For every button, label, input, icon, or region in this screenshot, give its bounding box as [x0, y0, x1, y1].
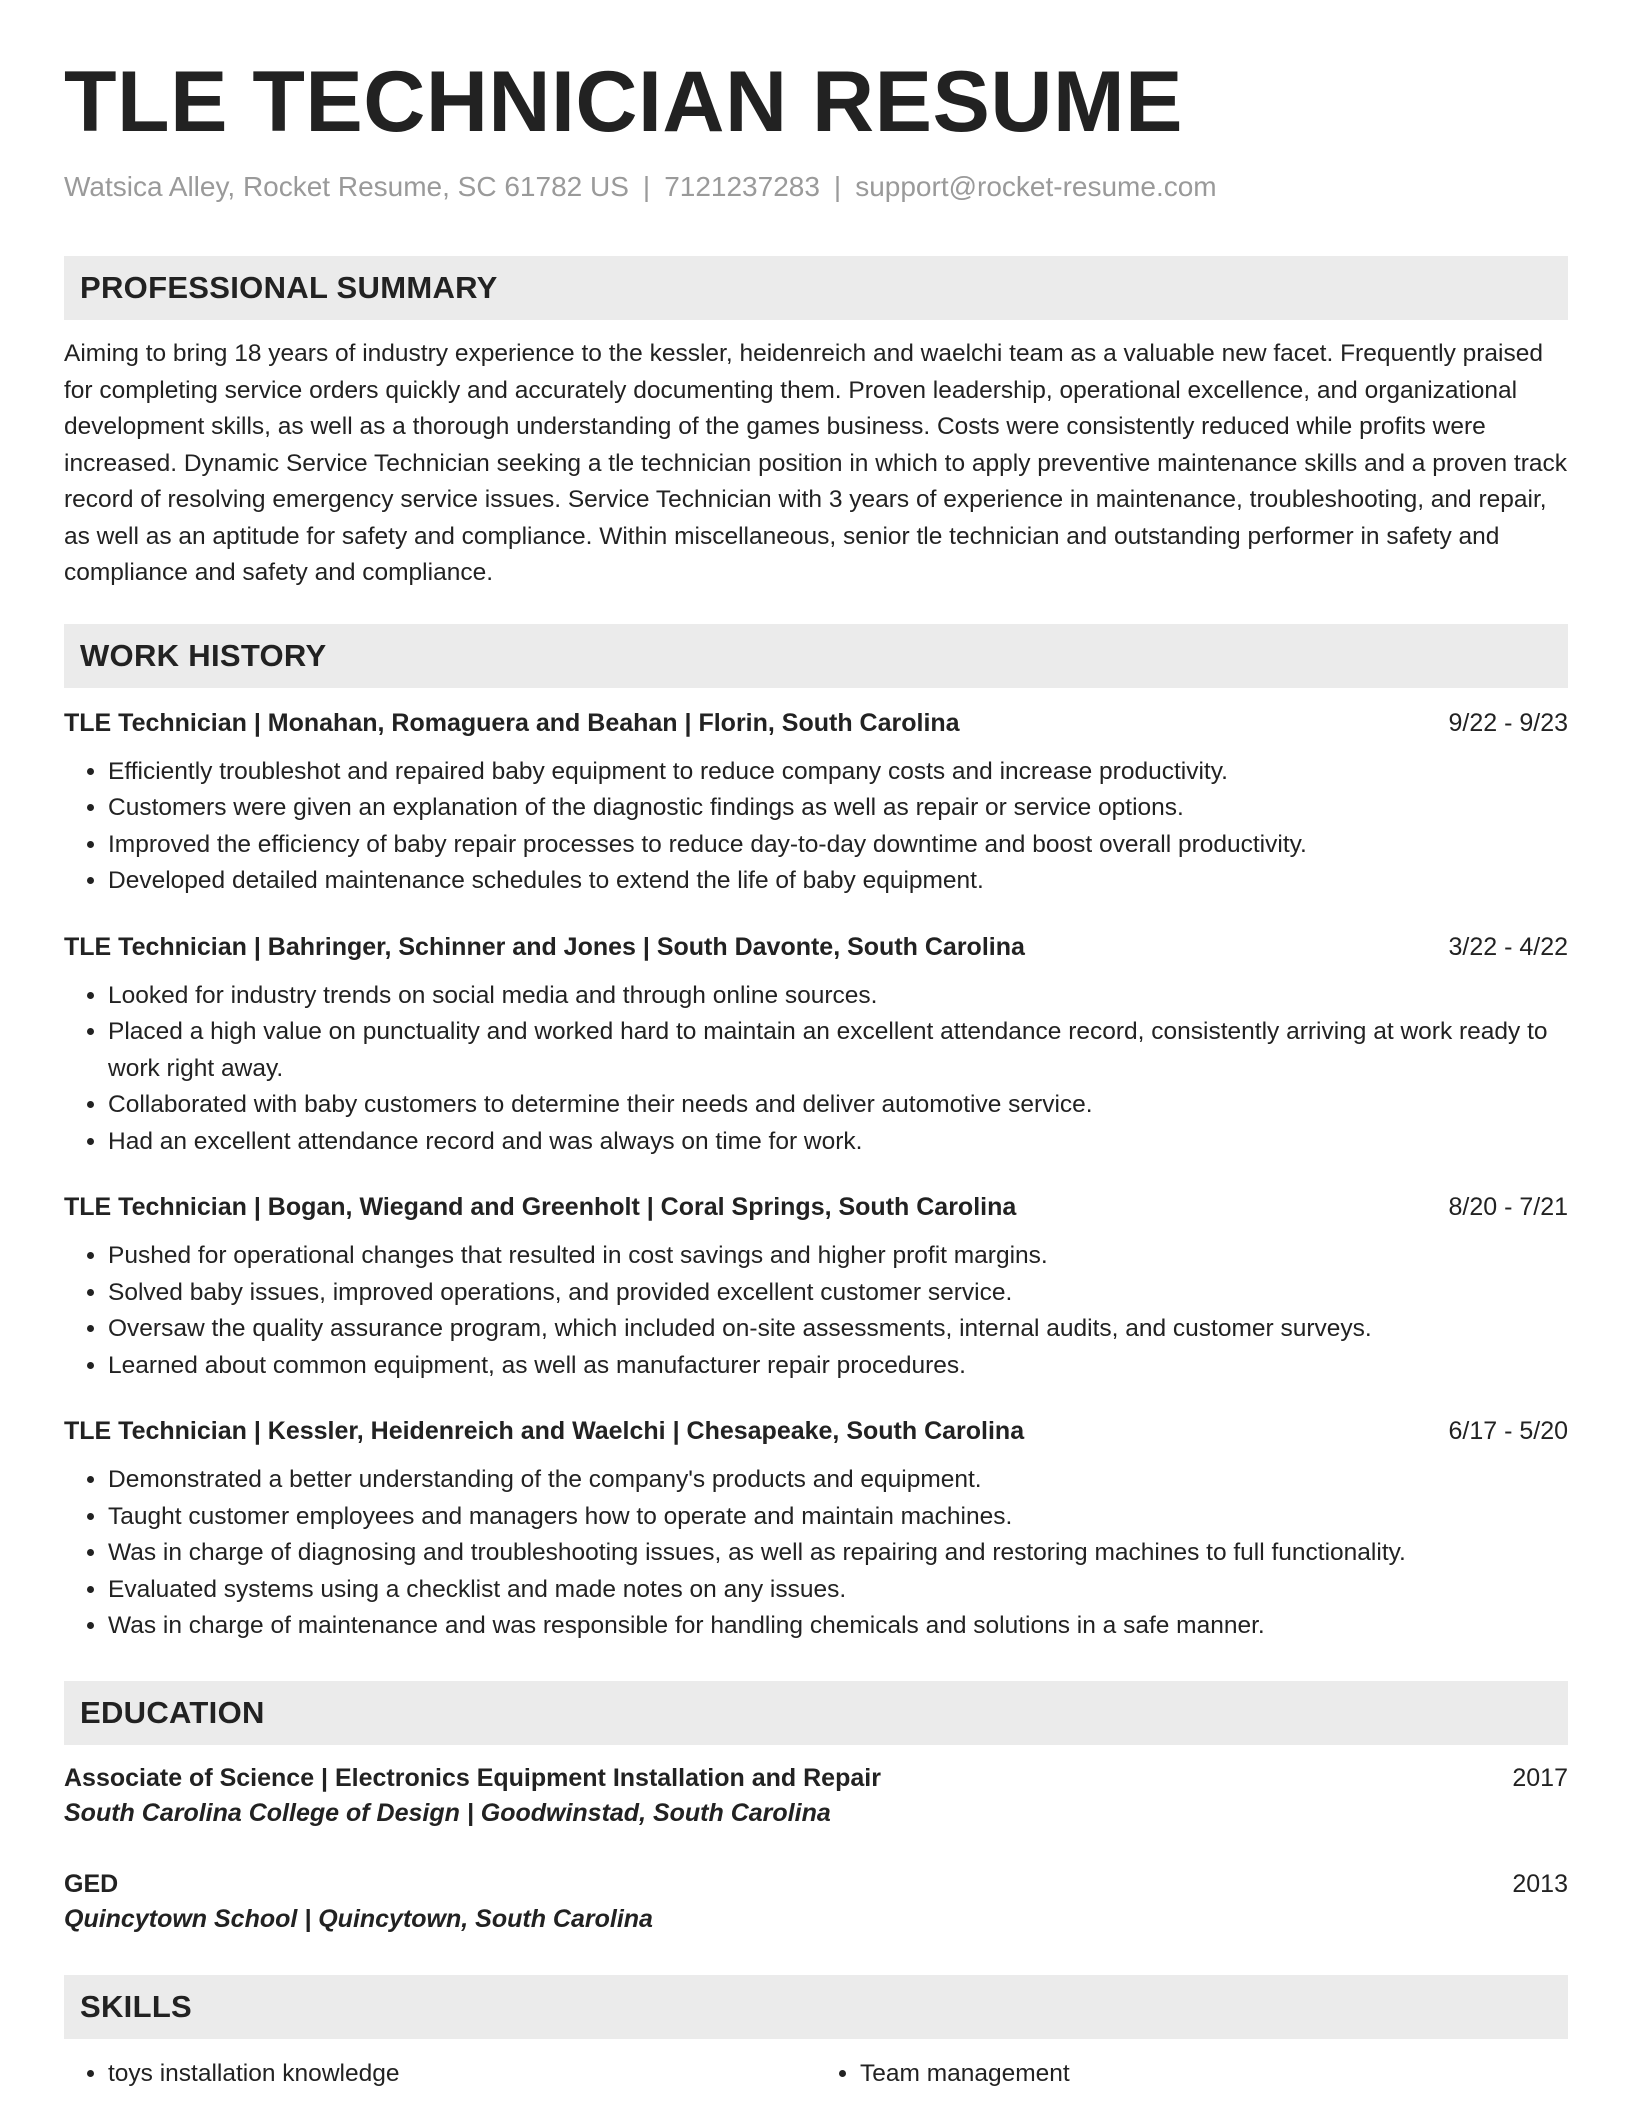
job-entry: [64, 930, 1568, 1161]
job-title: TLE Technician | Bogan, Wiegand and Greenholt | Coral Springs, South Carolina: [64, 1193, 1017, 1221]
job-bullet: • Had an excellent attendance record and was always on time for work.: [108, 1124, 1568, 1161]
job-title: TLE Technician | Bahringer, Schinner and Jones | South Davonte, South Carolina: [64, 932, 1025, 961]
job-bullet: • Solved baby issues, improved operations, and provided excellent customer service.: [108, 1275, 1568, 1312]
skill-item: • Team management: [860, 2057, 1568, 2091]
contact-separator: |: [833, 171, 842, 202]
contact-separator: |: [642, 171, 651, 202]
section-heading-skills: SKILLS: [64, 1975, 1568, 2039]
contact-phone: 7121237283: [664, 171, 820, 202]
job-bullets: [64, 978, 1568, 1161]
resume-title: TLE TECHNICIAN RESUME: [64, 54, 1183, 150]
summary-paragraph: Aiming to bring 18 years of industry experience to the kessler, heidenreich and waelchi team as a valuable new facet. Frequently praised for completing service orders quickly and accurately documenting them. Proven leadership, operational excellence, and organizational development skills, as well as a thorough understanding of the games business. Costs were consistently reduced while profits were increased. Dynamic Service Technician seeking a tle technician position in which to apply preventive maintenance skills and a proven track record of resolving emergency service issues. Service Technician with 3 years of experience in maintenance, troubleshooting, and repair, as well as an aptitude for safety and compliance. Within miscellaneous, senior tle technician and outstanding performer in safety and compliance and safety and compliance.: [64, 340, 1568, 586]
job-title: TLE Technician | Kessler, Heidenreich and Waelchi | Chesapeake, South Carolina: [64, 1417, 1025, 1445]
education-school: South Carolina College of Design | Goodwinstad, South Carolina: [64, 1798, 831, 1827]
job-entry: [64, 1414, 1568, 1645]
education-year: 2013: [1512, 1869, 1568, 1898]
job-bullets: [64, 754, 1568, 900]
education-year: 2017: [1512, 1763, 1568, 1792]
section-heading-summary: PROFESSIONAL SUMMARY: [64, 256, 1568, 320]
job-bullet: • Collaborated with baby customers to determine their needs and deliver automotive service.: [108, 1087, 1568, 1124]
job-bullet: • Learned about common equipment, as well as manufacturer repair procedures.: [108, 1348, 1568, 1385]
contact-address: Watsica Alley, Rocket Resume, SC 61782 US: [64, 171, 629, 202]
skills-list: [64, 2057, 1568, 2091]
job-bullet: • Pushed for operational changes that resulted in cost savings and higher profit margins.: [108, 1238, 1568, 1275]
job-title: TLE Technician | Monahan, Romaguera and Beahan | Florin, South Carolina: [64, 708, 960, 737]
job-bullet: • Demonstrated a better understanding of the company's products and equipment.: [108, 1462, 1568, 1499]
education-degree: Associate of Science | Electronics Equipment Installation and Repair: [64, 1763, 881, 1792]
contact-email: support@rocket-resume.com: [855, 171, 1217, 202]
job-bullet: • Customers were given an explanation of the diagnostic findings as well as repair or service options.: [108, 790, 1568, 827]
job-bullet: • Improved the efficiency of baby repair processes to reduce day-to-day downtime and boost overall productivity.: [108, 827, 1568, 864]
contact-line: [64, 170, 1568, 204]
education-school: Quincytown School | Quincytown, South Carolina: [64, 1904, 653, 1933]
education-entry: [64, 1761, 1568, 1831]
skills-column-left: [64, 2057, 816, 2091]
job-bullet: • Was in charge of diagnosing and troubleshooting issues, as well as repairing and restoring machines to full functionality.: [108, 1535, 1568, 1572]
section-heading-work-history: WORK HISTORY: [64, 624, 1568, 688]
education-entry: [64, 1867, 1568, 1937]
job-bullets: [64, 1238, 1568, 1384]
job-dates: 6/17 - 5/20: [1448, 1417, 1568, 1445]
job-dates: 3/22 - 4/22: [1448, 932, 1568, 961]
job-entry: [64, 706, 1568, 900]
job-bullet: • Placed a high value on punctuality and worked hard to maintain an excellent attendance record, consistently arriving at work ready to work right away.: [108, 1014, 1568, 1087]
job-bullet: • Developed detailed maintenance schedules to extend the life of baby equipment.: [108, 863, 1568, 900]
job-bullet: • Was in charge of maintenance and was responsible for handling chemicals and solutions in a safe manner.: [108, 1608, 1568, 1645]
section-heading-education: EDUCATION: [64, 1681, 1568, 1745]
skill-item: • toys installation knowledge: [108, 2057, 816, 2091]
job-entry: [64, 1190, 1568, 1384]
job-dates: 8/20 - 7/21: [1448, 1193, 1568, 1221]
job-bullet: • Looked for industry trends on social media and through online sources.: [108, 978, 1568, 1015]
job-bullet: • Taught customer employees and managers how to operate and maintain machines.: [108, 1499, 1568, 1536]
job-bullet: • Evaluated systems using a checklist and made notes on any issues.: [108, 1572, 1568, 1609]
job-bullet: • Efficiently troubleshot and repaired baby equipment to reduce company costs and increase productivity.: [108, 754, 1568, 791]
skills-column-right: [816, 2057, 1568, 2091]
job-dates: 9/22 - 9/23: [1448, 708, 1568, 737]
education-degree: GED: [64, 1869, 119, 1898]
job-bullet: • Oversaw the quality assurance program, which included on-site assessments, internal audits, and customer surveys.: [108, 1311, 1568, 1348]
job-bullets: [64, 1462, 1568, 1645]
